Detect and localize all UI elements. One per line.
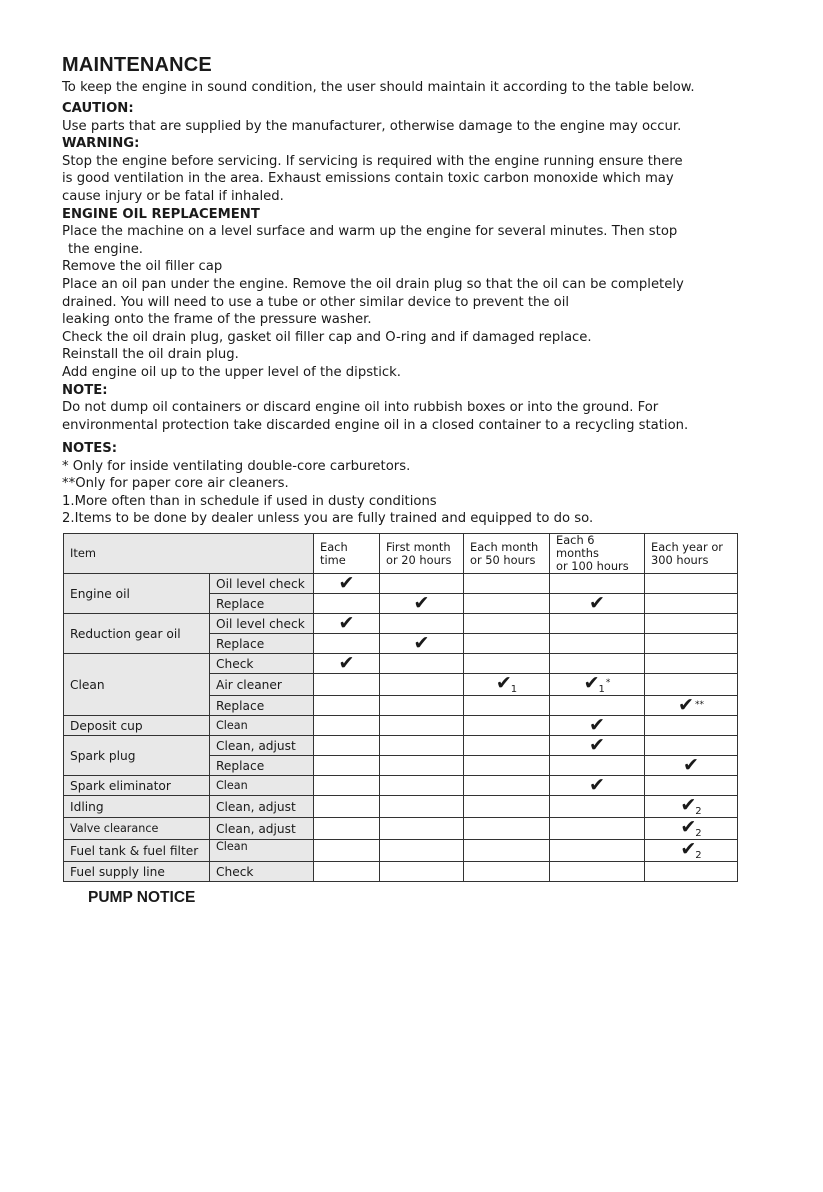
checkmark-icon: ✔ — [589, 734, 605, 756]
checkmark-icon: ✔ — [338, 572, 355, 594]
check-cell — [645, 840, 738, 862]
column-header-text: Each month — [470, 539, 539, 554]
item-action: Oil level check — [210, 614, 314, 634]
footnote-mark: * — [605, 678, 611, 688]
column-header-text: 300 hours — [651, 552, 709, 567]
checkmark-icon: ✔ — [589, 592, 605, 614]
item-action: Replace — [210, 756, 314, 776]
item-action: Clean, adjust — [210, 796, 314, 818]
item-action: Clean — [210, 776, 314, 796]
notes-line: * Only for inside ventilating double-core carburetors. — [62, 458, 411, 474]
column-header-text: or 50 hours — [470, 552, 536, 567]
item-header: Item — [64, 534, 314, 574]
checkmark-icon: ✔ — [589, 714, 605, 736]
item-group: Spark eliminator — [64, 776, 210, 796]
column-header — [645, 534, 738, 574]
notes-line: **Only for paper core air cleaners. — [62, 476, 289, 492]
item-action: Check — [210, 862, 314, 882]
column-header — [464, 534, 550, 574]
checkmark-icon: ✔ — [413, 632, 430, 654]
column-header — [550, 534, 645, 574]
oil-line: leaking onto the frame of the pressure washer. — [62, 312, 372, 328]
warning-line: Stop the engine before servicing. If servicing is required with the engine running ensure there — [62, 153, 683, 169]
item-group: Fuel supply line — [64, 862, 210, 882]
check-cell — [550, 776, 645, 796]
footnote-mark: 1 — [598, 684, 605, 695]
item-group: Reduction gear oil — [64, 614, 210, 654]
notes-line: 2.Items to be done by dealer unless you are fully trained and equipped to do so. — [62, 511, 594, 527]
warning-line: is good ventilation in the area. Exhaust emissions contain toxic carbon monoxide which may — [62, 171, 674, 187]
oil-line: Check the oil drain plug, gasket oil filler cap and O-ring and if damaged replace. — [62, 329, 592, 345]
oil-line: the engine. — [68, 241, 144, 257]
item-group: Idling — [64, 796, 210, 818]
checkmark-icon: ✔ — [338, 652, 355, 674]
intro-text — [62, 79, 722, 97]
column-header-text: Each 6 months — [556, 533, 599, 560]
oil-line: Remove the oil filler cap — [62, 259, 223, 275]
table-row — [64, 614, 738, 634]
check-cell — [550, 716, 645, 736]
note-line: Do not dump oil containers or discard engine oil into rubbish boxes or into the ground. For — [62, 400, 659, 416]
column-header — [380, 534, 464, 574]
table-row — [64, 796, 738, 818]
notes-heading: NOTES: — [62, 441, 118, 456]
pump-notice-heading: PUMP NOTICE — [88, 889, 196, 906]
check-cell — [550, 594, 645, 614]
checkmark-icon: ✔ — [680, 794, 697, 816]
check-cell — [645, 818, 738, 840]
check-cell — [550, 736, 645, 756]
table-row — [64, 776, 738, 796]
checkmark-icon: ✔ — [680, 838, 697, 860]
check-cell — [645, 796, 738, 818]
column-header-text: or 20 hours — [386, 552, 452, 567]
checkmark-icon: ✔ — [413, 592, 430, 614]
item-action: Clean — [210, 716, 314, 736]
page-title: MAINTENANCE — [62, 54, 212, 76]
item-action: Air cleaner — [210, 674, 314, 696]
column-header-text: Each time — [320, 539, 348, 567]
footnote-mark: 2 — [695, 828, 702, 839]
item-group: Valve clearance — [64, 818, 210, 840]
footnote-mark: 2 — [695, 850, 702, 861]
column-header-text: Each year or — [651, 539, 723, 554]
warning-heading: WARNING: — [62, 136, 140, 152]
item-group: Fuel tank & fuel filter — [64, 840, 210, 862]
check-cell — [314, 614, 380, 634]
table-row — [64, 862, 738, 882]
caution-text: Use parts that are supplied by the manufacturer, otherwise damage to the engine may occur. — [62, 118, 682, 134]
item-action: Replace — [210, 634, 314, 654]
warning-line: cause injury or be fatal if inhaled. — [62, 188, 284, 204]
column-header-text: or 100 hours — [556, 559, 629, 573]
item-action: Check — [210, 654, 314, 674]
check-cell — [314, 654, 380, 674]
column-header-text: First month — [386, 539, 451, 554]
check-cell — [380, 634, 464, 654]
column-header — [314, 534, 380, 574]
check-cell — [645, 756, 738, 776]
table-row — [64, 840, 738, 862]
table-row — [64, 654, 738, 674]
item-group: Engine oil — [64, 574, 210, 614]
item-group: Clean — [64, 654, 210, 716]
item-action: Clean — [210, 840, 314, 862]
check-cell — [314, 574, 380, 594]
checkmark-icon: ✔ — [680, 816, 697, 838]
checkmark-icon: ✔ — [678, 694, 694, 716]
oil-line: Place the machine on a level surface and warm up the engine for several minutes. Then stop — [62, 224, 678, 240]
checkmark-icon: ✔ — [683, 754, 699, 776]
check-cell — [645, 696, 738, 716]
footnote-mark: 2 — [695, 806, 702, 817]
item-action: Clean, adjust — [210, 736, 314, 756]
checkmark-icon: ✔ — [583, 672, 600, 694]
maintenance-table — [63, 533, 738, 882]
oil-line: Add engine oil up to the upper level of the dipstick. — [62, 364, 401, 380]
oil-line: drained. You will need to use a tube or other similar device to prevent the oil — [62, 294, 570, 310]
oil-line: Place an oil pan under the engine. Remove the oil drain plug so that the oil can be completely — [62, 276, 684, 292]
checkmark-icon: ✔ — [338, 612, 355, 634]
item-group: Spark plug — [64, 736, 210, 776]
item-action: Replace — [210, 594, 314, 614]
table-row — [64, 716, 738, 736]
table-row — [64, 574, 738, 594]
item-action: Replace — [210, 696, 314, 716]
item-action: Oil level check — [210, 574, 314, 594]
note-heading: NOTE: — [62, 382, 108, 398]
checkmark-icon: ✔ — [589, 774, 605, 796]
notes-section — [62, 440, 722, 528]
caution-section — [62, 100, 722, 434]
caution-heading: CAUTION: — [62, 101, 134, 116]
footnote-mark: 1 — [510, 684, 518, 695]
check-cell — [380, 594, 464, 614]
item-group: Deposit cup — [64, 716, 210, 736]
table-header-row — [64, 534, 738, 574]
footnote-mark: ** — [694, 700, 704, 710]
oil-line: Reinstall the oil drain plug. — [62, 347, 239, 363]
check-cell — [550, 674, 645, 696]
oil-replacement-heading: ENGINE OIL REPLACEMENT — [62, 206, 260, 222]
intro-line: To keep the engine in sound condition, the user should maintain it according to the table below. — [62, 80, 695, 95]
item-action: Clean, adjust — [210, 818, 314, 840]
note-line: environmental protection take discarded engine oil in a closed container to a recycling station. — [62, 417, 689, 433]
table-row — [64, 736, 738, 756]
check-cell — [464, 674, 550, 696]
notes-line: 1.More often than in schedule if used in dusty conditions — [62, 493, 437, 509]
checkmark-icon: ✔ — [495, 672, 512, 694]
table-row — [64, 818, 738, 840]
